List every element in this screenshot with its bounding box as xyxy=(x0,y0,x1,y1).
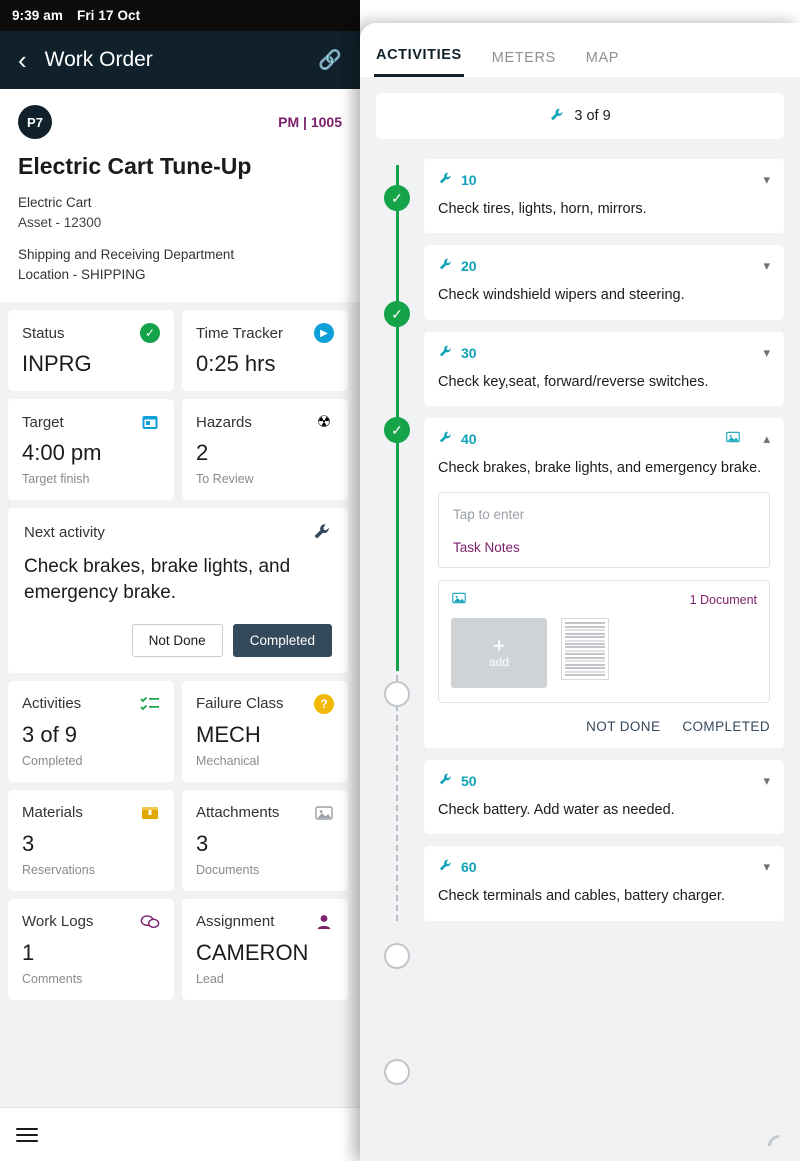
tile-assignment-sub: Lead xyxy=(196,971,224,986)
tile-materials-value: 3 xyxy=(22,830,35,856)
tile-failure-sub: Mechanical xyxy=(196,753,260,768)
tile-status-value: INPRG xyxy=(22,351,92,377)
person-icon xyxy=(314,912,334,932)
tile-hazards-head xyxy=(196,412,334,432)
activity-text: Check tires, lights, horn, mirrors. xyxy=(438,201,647,217)
timeline-node-current xyxy=(384,681,410,707)
next-activity-text: Check brakes, brake lights, and emergency brake. xyxy=(24,556,291,603)
department-name: Shipping and Receiving Department xyxy=(18,247,235,263)
tile-failure-label: Failure Class xyxy=(196,695,284,713)
document-count: 1 Document xyxy=(689,592,757,607)
tab-meters[interactable]: METERS xyxy=(491,50,556,66)
asset-name: Electric Cart xyxy=(18,195,92,210)
tile-attachments-head xyxy=(196,803,334,823)
tile-target[interactable] xyxy=(8,399,174,500)
tile-status-head xyxy=(22,323,160,343)
next-activity-label: Next activity xyxy=(24,523,105,541)
activity-card[interactable] xyxy=(424,245,784,319)
checklist-icon xyxy=(140,694,160,714)
tile-assignment-label: Assignment xyxy=(196,913,275,931)
tile-materials-sub: Reservations xyxy=(22,862,95,877)
location-name: Location - SHIPPING xyxy=(18,266,146,282)
activities-body[interactable] xyxy=(360,77,800,1161)
status-bar xyxy=(0,0,360,31)
work-order-header-row xyxy=(18,105,342,139)
plus-icon: + xyxy=(492,633,506,659)
tile-activities-sub: Completed xyxy=(22,753,83,768)
tab-bar xyxy=(360,23,800,77)
tile-time-label: Time Tracker xyxy=(196,324,283,342)
tab-map[interactable]: MAP xyxy=(585,50,620,66)
tile-activities[interactable] xyxy=(8,681,174,782)
tile-hazards-label: Hazards xyxy=(196,413,252,431)
activity-text: Check terminals and cables, battery charger. xyxy=(438,888,725,905)
tile-materials-head xyxy=(22,803,160,823)
activity-card-head xyxy=(438,344,770,362)
materials-icon xyxy=(140,803,160,823)
wrench-icon xyxy=(438,430,453,448)
work-order-header xyxy=(0,89,360,302)
timeline-node-done: ✓ xyxy=(384,301,410,327)
status-bar-time: 9:39 am xyxy=(12,8,63,23)
tile-activities-label: Activities xyxy=(22,695,82,713)
tile-work-logs[interactable] xyxy=(8,899,174,1000)
tile-time-tracker[interactable] xyxy=(182,310,348,391)
work-order-panel xyxy=(0,0,360,1161)
timeline-node-done: ✓ xyxy=(384,417,410,443)
play-circle-icon[interactable]: ▶ xyxy=(314,323,334,343)
asset-id: Asset - 12300 xyxy=(18,214,102,230)
activity-not-done-button[interactable]: NOT DONE xyxy=(586,719,661,735)
timeline-node-pending xyxy=(384,1059,410,1085)
calendar-icon xyxy=(140,412,160,432)
page-title: Work Order xyxy=(44,48,153,71)
activity-text: Check battery. Add water as needed. xyxy=(438,802,675,819)
tile-worklogs-sub: Comments xyxy=(22,971,83,986)
work-order-scroll[interactable] xyxy=(0,89,360,1107)
summary-tiles-bottom xyxy=(0,673,360,1008)
completed-button[interactable]: Completed xyxy=(233,624,332,657)
wrench-icon xyxy=(438,344,453,362)
activity-completed-button[interactable]: COMPLETED xyxy=(682,719,770,735)
avatar: P7 xyxy=(18,105,52,139)
activity-card-head xyxy=(438,257,770,275)
next-activity-head xyxy=(24,522,332,542)
wrench-icon xyxy=(549,107,565,126)
chevron-down-icon[interactable]: ▾ xyxy=(763,773,770,789)
activity-card[interactable] xyxy=(424,332,784,406)
next-activity-buttons xyxy=(24,624,332,657)
tab-activities[interactable]: ACTIVITIES xyxy=(374,47,464,77)
check-circle-icon: ✓ xyxy=(140,323,160,343)
tile-worklogs-head xyxy=(22,912,160,932)
app-top-bar xyxy=(0,31,360,89)
tile-target-value: 4:00 pm xyxy=(22,440,102,466)
work-order-title: Electric Cart Tune-Up xyxy=(18,153,252,179)
tile-failure-head xyxy=(196,694,334,714)
documents-section xyxy=(438,580,770,703)
tile-assignment-value: CAMERON xyxy=(196,939,309,965)
tile-target-sub: Target finish xyxy=(22,472,90,487)
activity-actions xyxy=(438,719,770,734)
image-icon xyxy=(314,803,334,823)
activity-text: Check windshield wipers and steering. xyxy=(438,287,685,304)
activities-counter-text: 3 of 9 xyxy=(574,108,611,124)
activity-number: 50 xyxy=(461,773,477,790)
tile-assignment[interactable] xyxy=(182,899,348,1000)
activity-number: 60 xyxy=(461,859,477,876)
chevron-up-icon[interactable]: ▴ xyxy=(763,430,770,446)
chevron-down-icon[interactable]: ▾ xyxy=(763,258,770,274)
activity-card[interactable] xyxy=(424,846,784,920)
tile-hazards[interactable] xyxy=(182,399,348,500)
activities-timeline xyxy=(376,159,784,921)
activity-number: 40 xyxy=(461,430,477,447)
tile-target-label: Target xyxy=(22,413,64,431)
next-activity-card xyxy=(8,508,348,672)
pm-id-label[interactable]: PM | 1005 xyxy=(278,114,342,130)
documents-head xyxy=(451,591,757,608)
activity-card[interactable] xyxy=(424,159,784,233)
status-bar-date: Fri 17 Oct xyxy=(76,8,141,23)
activity-card[interactable] xyxy=(424,760,784,834)
activities-counter xyxy=(376,93,784,139)
activity-number: 20 xyxy=(461,258,477,275)
tile-materials-label: Materials xyxy=(22,804,83,822)
bottom-bar xyxy=(0,1107,360,1161)
chevron-down-icon[interactable]: ▾ xyxy=(763,344,770,360)
tile-activities-value: 3 of 9 xyxy=(22,721,78,747)
tile-status[interactable] xyxy=(8,310,174,391)
tile-assignment-head xyxy=(196,912,334,932)
timeline-node-done: ✓ xyxy=(384,185,410,211)
task-notes-placeholder: Tap to enter xyxy=(453,507,525,523)
wrench-icon xyxy=(438,772,453,790)
document-thumbnail[interactable] xyxy=(561,618,609,680)
add-label: add xyxy=(488,655,510,670)
image-icon[interactable] xyxy=(725,430,741,447)
activity-text: Check key,seat, forward/reverse switches. xyxy=(438,373,709,390)
tile-attachments-value: 3 xyxy=(196,830,209,856)
chevron-down-icon[interactable]: ▾ xyxy=(763,172,770,187)
timeline-node-pending xyxy=(384,943,410,969)
hazard-icon: ☢ xyxy=(316,414,332,432)
activity-card-head xyxy=(438,430,770,448)
tile-materials[interactable] xyxy=(8,790,174,891)
tile-worklogs-label: Work Logs xyxy=(22,913,94,931)
wrench-icon xyxy=(312,522,332,542)
activity-number: 30 xyxy=(461,344,477,361)
question-circle-icon: ? xyxy=(314,694,334,714)
add-document-button[interactable] xyxy=(451,618,547,688)
chevron-down-icon[interactable]: ▾ xyxy=(763,859,770,875)
tile-hazards-value: 2 xyxy=(196,440,209,466)
activity-text: Check brakes, brake lights, and emergency brake. xyxy=(438,459,762,476)
tile-failure-value: MECH xyxy=(196,721,261,747)
hamburger-menu-icon[interactable] xyxy=(16,1128,38,1142)
not-done-button[interactable]: Not Done xyxy=(132,624,223,657)
activity-card-head xyxy=(438,858,770,876)
tile-attachments[interactable] xyxy=(182,790,348,891)
tile-time-head xyxy=(196,323,334,343)
comment-icon xyxy=(140,912,160,932)
link-icon[interactable]: 🔗 xyxy=(318,50,342,71)
image-icon xyxy=(451,591,467,608)
wrench-icon xyxy=(438,858,453,876)
tile-attachments-sub: Documents xyxy=(196,862,260,877)
tile-hazards-sub: To Review xyxy=(196,472,254,487)
tile-attachments-label: Attachments xyxy=(196,804,280,822)
tile-time-value: 0:25 hrs xyxy=(196,351,276,377)
location-info xyxy=(18,245,342,284)
activities-panel xyxy=(360,23,800,1161)
asset-info xyxy=(18,193,342,232)
task-notes-label: Task Notes xyxy=(453,540,520,556)
tile-failure-class[interactable] xyxy=(182,681,348,782)
documents-row xyxy=(451,618,757,688)
activity-number: 10 xyxy=(461,172,477,188)
tile-target-head xyxy=(22,412,160,432)
activity-card-head xyxy=(438,171,770,189)
task-notes-field[interactable] xyxy=(438,492,770,568)
wrench-icon xyxy=(438,171,453,189)
chevron-left-icon[interactable]: ‹ xyxy=(18,45,27,75)
summary-tiles-top xyxy=(0,302,360,508)
tile-activities-head xyxy=(22,694,160,714)
activity-card-expanded[interactable] xyxy=(424,418,784,748)
activity-card-head xyxy=(438,772,770,790)
wrench-icon xyxy=(438,257,453,275)
tile-worklogs-value: 1 xyxy=(22,939,35,965)
tile-status-label: Status xyxy=(22,324,65,342)
